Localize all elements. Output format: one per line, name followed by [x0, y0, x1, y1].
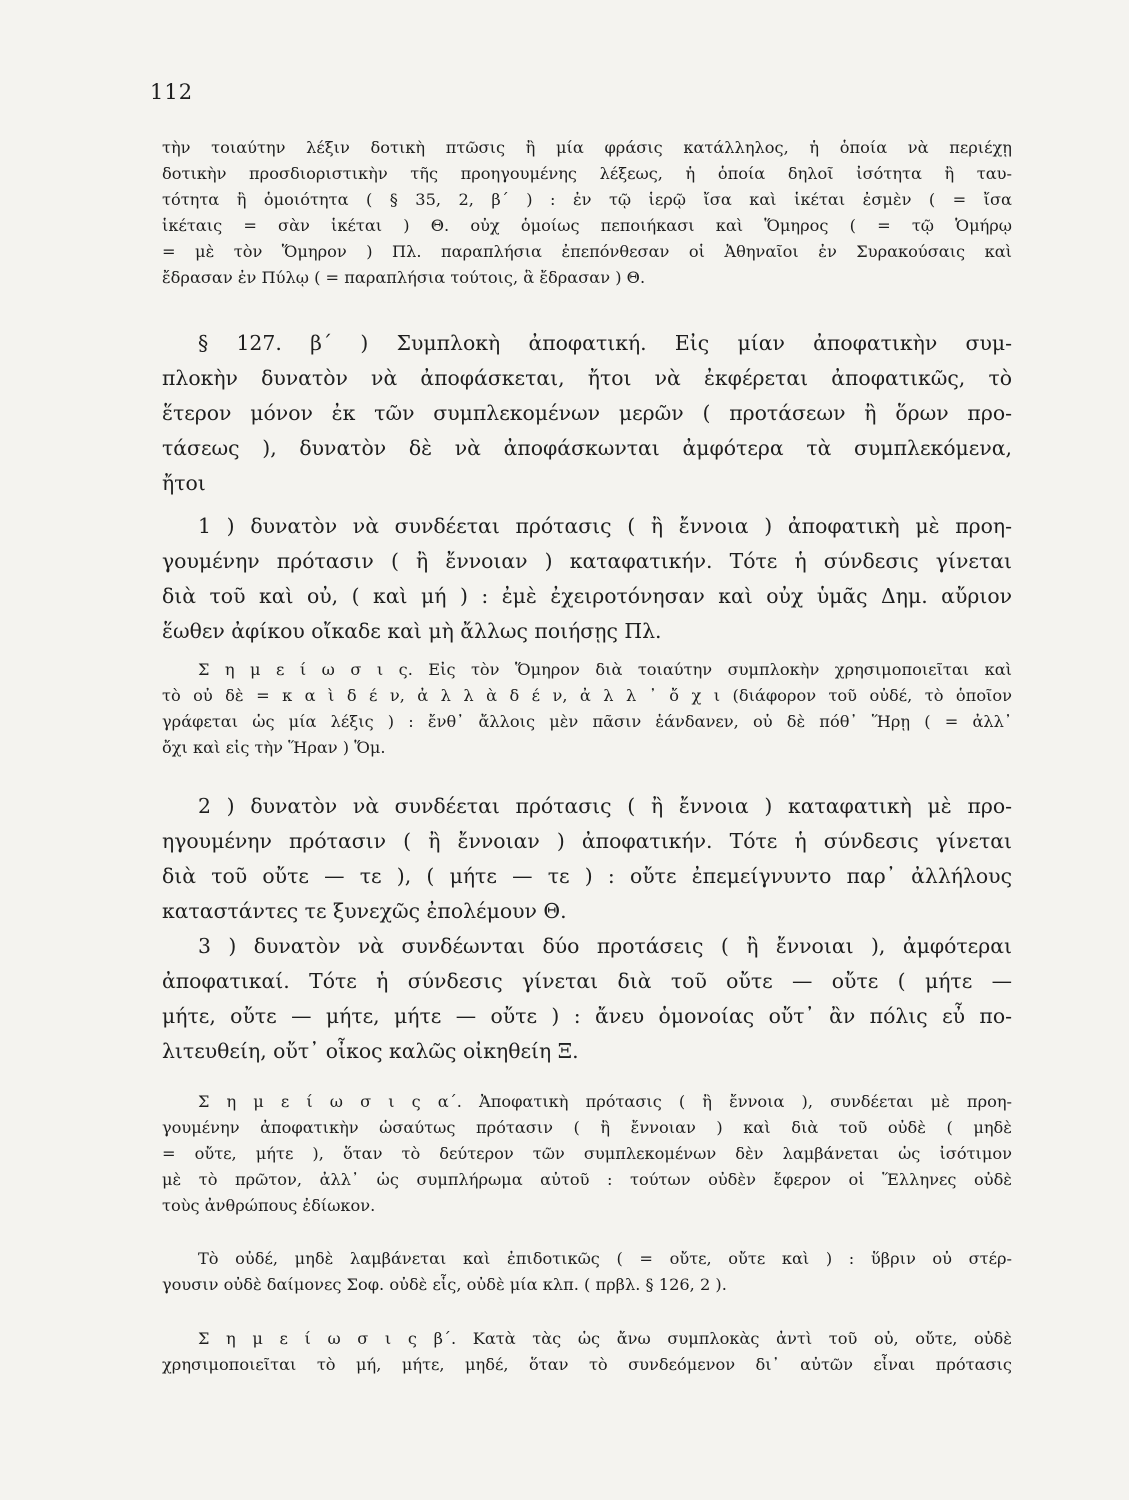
- text-line: μήτε, οὔτε — μήτε, μήτε — οὔτε ) : ἄνευ ὁμονοίας οὔτ᾿ ἂν πόλις εὖ πο-: [162, 1004, 1012, 1028]
- text-line: 2 ) δυνατὸν νὰ συνδέεται πρότασις ( ἢ ἔννοια ) καταφατικὴ μὲ προ-: [198, 794, 1012, 818]
- page-number: 112: [150, 80, 194, 104]
- text-line: Σ η μ ε ί ω σ ι ς β΄. Κατὰ τὰς ὡς ἄνω συμπλοκὰς ἀντὶ τοῦ οὐ, οὔτε, οὐδὲ: [198, 1329, 1012, 1348]
- text-line: γουμένην πρότασιν ( ἢ ἔννοιαν ) καταφατικήν. Τότε ἡ σύνδεσις γίνεται: [162, 549, 1012, 573]
- continuation-paragraph: [162, 135, 1012, 291]
- text-line: μὲ τὸ πρῶτον, ἀλλ᾿ ὡς συμπλήρωμα αὐτοῦ : τούτων οὐδὲν ἔφερον οἱ Ἕλληνες οὐδὲ: [162, 1170, 1012, 1189]
- text-line: ἀποφατικαί. Τότε ἡ σύνδεσις γίνεται διὰ τοῦ οὔτε — οὔτε ( μήτε —: [162, 969, 1012, 993]
- text-line: τάσεως ), δυνατὸν δὲ νὰ ἀποφάσκωνται ἀμφότερα τὰ συμπλεκόμενα,: [162, 436, 1012, 460]
- section-heading-line: § 127. β΄ ) Συμπλοκὴ ἀποφατική. Εἰς μίαν ἀποφατικὴν συμ-: [198, 331, 1012, 355]
- text-line: ἤτοι: [162, 471, 206, 495]
- text-line: διὰ τοῦ οὔτε — τε ), ( μήτε — τε ) : οὔτε ἐπεμείγνυντο παρ᾿ ἀλλήλους: [162, 864, 1012, 888]
- text-line: 1 ) δυνατὸν νὰ συνδέεται πρότασις ( ἢ ἔννοια ) ἀποφατικὴ μὲ προη-: [198, 514, 1012, 538]
- text-line: 3 ) δυνατὸν νὰ συνδέωνται δύο προτάσεις ( ἢ ἔννοιαι ), ἀμφότεραι: [198, 934, 1012, 958]
- text-line: πλοκὴν δυνατὸν νὰ ἀποφάσκεται, ἤτοι νὰ ἐκφέρεται ἀποφατικῶς, τὸ: [162, 366, 1012, 390]
- text-line: Σ η μ ε ί ω σ ι ς α΄. Ἀποφατικὴ πρότασις ( ἢ ἔννοια ), συνδέεται μὲ προη-: [198, 1092, 1012, 1111]
- note-1-paragraph: [162, 657, 1012, 761]
- text-line: = οὔτε, μήτε ), ὅταν τὸ δεύτερον τῶν συμπλεκομένων δὲν λαμβάνεται ὡς ἰσότιμον: [162, 1144, 1012, 1163]
- text-line: τὴν τοιαύτην λέξιν δοτικὴ πτῶσις ἢ μία φράσις κατάλληλος, ἡ ὁποία νὰ περιέχῃ: [162, 138, 1012, 157]
- text-line: ἕωθεν ἀφίκου οἴκαδε καὶ μὴ ἄλλως ποιήσῃς Πλ.: [162, 619, 662, 643]
- text-line: Σ η μ ε ί ω σ ι ς. Εἰς τὸν Ὅμηρον διὰ τοιαύτην συμπλοκὴν χρησιμοποιεῖται καὶ: [198, 660, 1012, 679]
- text-line: ὄχι καὶ εἰς τὴν Ἥραν ) Ὅμ.: [162, 738, 386, 757]
- text-line: τὸ οὐ δὲ = κ α ὶ δ έ ν, ἀ λ λ ὰ δ έ ν, ἀ λ λ ᾿ ὄ χ ι (διάφορον τοῦ οὐδέ, τὸ ὁποῖον: [162, 686, 1012, 705]
- text-line: τοὺς ἀνθρώπους ἐδίωκον.: [162, 1196, 376, 1215]
- item-1-paragraph: [162, 509, 1012, 649]
- text-line: ἱκέταις = σὰν ἱκέται ) Θ. οὐχ ὁμοίως πεποιήκασι καὶ Ὅμηρος ( = τῷ Ὁμήρῳ: [162, 216, 1012, 235]
- text-line: γουμένην ἀποφατικὴν ὡσαύτως πρότασιν ( ἢ ἔννοιαν ) καὶ διὰ τοῦ οὐδὲ ( μηδὲ: [162, 1118, 1012, 1137]
- text-line: γουσιν οὐδὲ δαίμονες Σοφ. οὐδὲ εἷς, οὐδὲ μία κλπ. ( πρβλ. § 126, 2 ).: [162, 1275, 727, 1294]
- text-line: τότητα ἢ ὁμοιότητα ( § 35, 2, β΄ ) : ἐν τῷ ἱερῷ ἴσα καὶ ἱκέται ἐσμὲν ( = ἴσα: [162, 190, 1012, 209]
- text-line: χρησιμοποιεῖται τὸ μή, μήτε, μηδέ, ὅταν τὸ συνδεόμενον δι᾿ αὐτῶν εἶναι πρότασις: [162, 1355, 1012, 1374]
- text-line: διὰ τοῦ καὶ οὐ, ( καὶ μή ) : ἐμὲ ἐχειροτόνησαν καὶ οὐχ ὑμᾶς Δημ. αὔριον: [162, 584, 1012, 608]
- text-line: ἔδρασαν ἐν Πύλῳ ( = παραπλήσια τούτοις, ἃ ἔδρασαν ) Θ.: [162, 268, 646, 287]
- section-127-paragraph: [162, 326, 1012, 501]
- text-line: Τὸ οὐδέ, μηδὲ λαμβάνεται καὶ ἐπιδοτικῶς ( = οὔτε, οὔτε καὶ ) : ὕβριν οὐ στέρ-: [198, 1249, 1012, 1268]
- oude-paragraph: [162, 1246, 1012, 1298]
- item-3-paragraph: [162, 929, 1012, 1069]
- item-2-paragraph: [162, 789, 1012, 929]
- text-line: καταστάντες τε ξυνεχῶς ἐπολέμουν Θ.: [162, 899, 567, 923]
- note-a-paragraph: [162, 1089, 1012, 1219]
- text-line: = μὲ τὸν Ὅμηρον ) Πλ. παραπλήσια ἐπεπόνθεσαν οἱ Ἀθηναῖοι ἐν Συρακούσαις καὶ: [162, 242, 1012, 261]
- note-b-paragraph: [162, 1326, 1012, 1378]
- text-line: ἕτερον μόνον ἐκ τῶν συμπλεκομένων μερῶν ( προτάσεων ἢ ὅρων προ-: [162, 401, 1012, 425]
- text-line: γράφεται ὡς μία λέξις ) : ἔνθ᾿ ἄλλοις μὲν πᾶσιν ἑάνδανεν, οὐ δὲ πόθ᾿ Ἥρῃ ( = ἀλλ᾿: [162, 712, 1012, 731]
- text-line: λιτευθείη, οὔτ᾿ οἶκος καλῶς οἰκηθείη Ξ.: [162, 1039, 579, 1063]
- text-line: δοτικὴν προσδιοριστικὴν τῆς προηγουμένης λέξεως, ἡ ὁποία δηλοῖ ἰσότητα ἢ ταυ-: [162, 164, 1012, 183]
- text-line: ηγουμένην πρότασιν ( ἢ ἔννοιαν ) ἀποφατικήν. Τότε ἡ σύνδεσις γίνεται: [162, 829, 1012, 853]
